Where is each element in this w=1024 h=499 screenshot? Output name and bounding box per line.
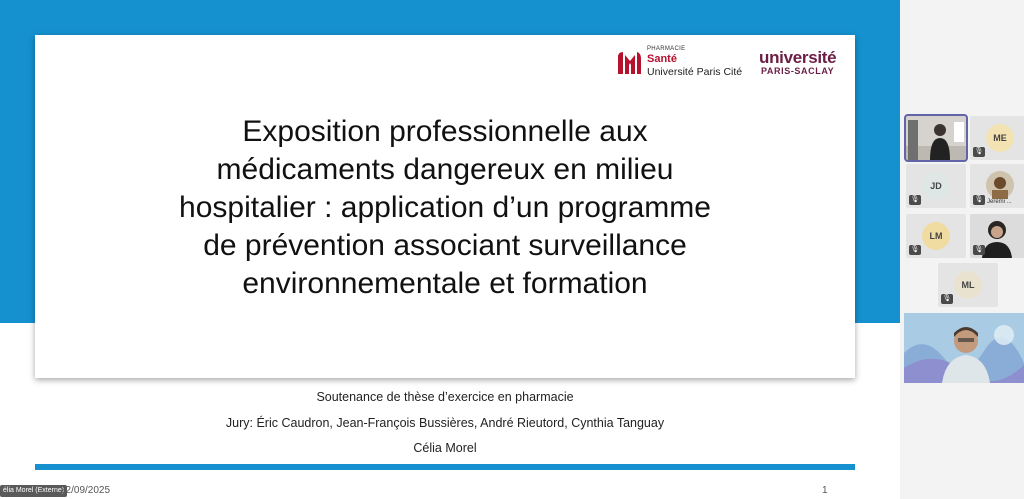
profile-photo <box>986 171 1014 199</box>
participant-tile[interactable] <box>970 214 1024 258</box>
slide-date: 22/09/2025 <box>60 485 111 496</box>
mic-muted-icon: 🎙 <box>974 246 984 253</box>
logo-university-name: Université Paris Cité <box>647 66 743 78</box>
avatar: LM <box>922 222 950 250</box>
logo-universite-paris-cite <box>615 45 755 79</box>
participant-tile[interactable] <box>970 164 1024 208</box>
saclay-logo-bottom: PARIS-SACLAY <box>761 66 835 76</box>
slide-title <box>95 113 795 303</box>
mic-muted-icon: 🎙 <box>942 295 952 302</box>
participants-panel <box>900 0 1024 499</box>
participant-tile[interactable] <box>970 116 1024 160</box>
logo-universite-paris-saclay <box>759 45 849 77</box>
slide-jury: Jury: Éric Caudron, Jean-François Bussières, André Rieutord, Cynthia Tanguay <box>225 416 665 430</box>
title-line: Exposition professionnelle aux <box>242 115 648 148</box>
mic-muted-icon: 🎙 <box>910 196 920 203</box>
participant-tile[interactable] <box>938 263 998 307</box>
title-line: médicaments dangereux en milieu <box>216 153 674 186</box>
participant-tile[interactable] <box>906 116 966 160</box>
slide-card <box>35 35 855 378</box>
saclay-logo-top: université <box>759 48 837 67</box>
title-line: de prévention associant surveillance <box>203 229 687 262</box>
presenter-video[interactable] <box>904 313 1024 383</box>
participant-tile[interactable] <box>906 214 966 258</box>
avatar: ML <box>954 271 982 299</box>
mic-muted-icon: 🎙 <box>910 246 920 253</box>
paris-cite-mark-icon <box>615 49 643 77</box>
logo-small-caption: PHARMACIE <box>647 46 686 52</box>
mic-muted-icon: 🎙 <box>974 148 984 155</box>
presenter-video-frame <box>904 313 1024 383</box>
slide-subtitle: Soutenance de thèse d’exercice en pharmacie <box>316 390 574 404</box>
title-line: environnementale et formation <box>242 267 648 300</box>
title-line: hospitalier : application d’un programme <box>179 191 711 224</box>
logo-faculty-name: Santé <box>647 53 677 65</box>
slide-page-number: 1 <box>822 485 828 496</box>
slide-author: Célia Morel <box>413 441 477 455</box>
participant-tile[interactable] <box>906 164 966 208</box>
avatar: JD <box>922 172 950 200</box>
mic-muted-icon: 🎙 <box>974 196 984 203</box>
participant-name: Jeremi ... <box>987 199 1012 205</box>
slide-bottom-bar <box>35 464 855 470</box>
avatar: ME <box>986 124 1014 152</box>
presenter-name-tag: élia Morel (Externe) <box>0 485 67 497</box>
participant-video <box>906 116 966 160</box>
